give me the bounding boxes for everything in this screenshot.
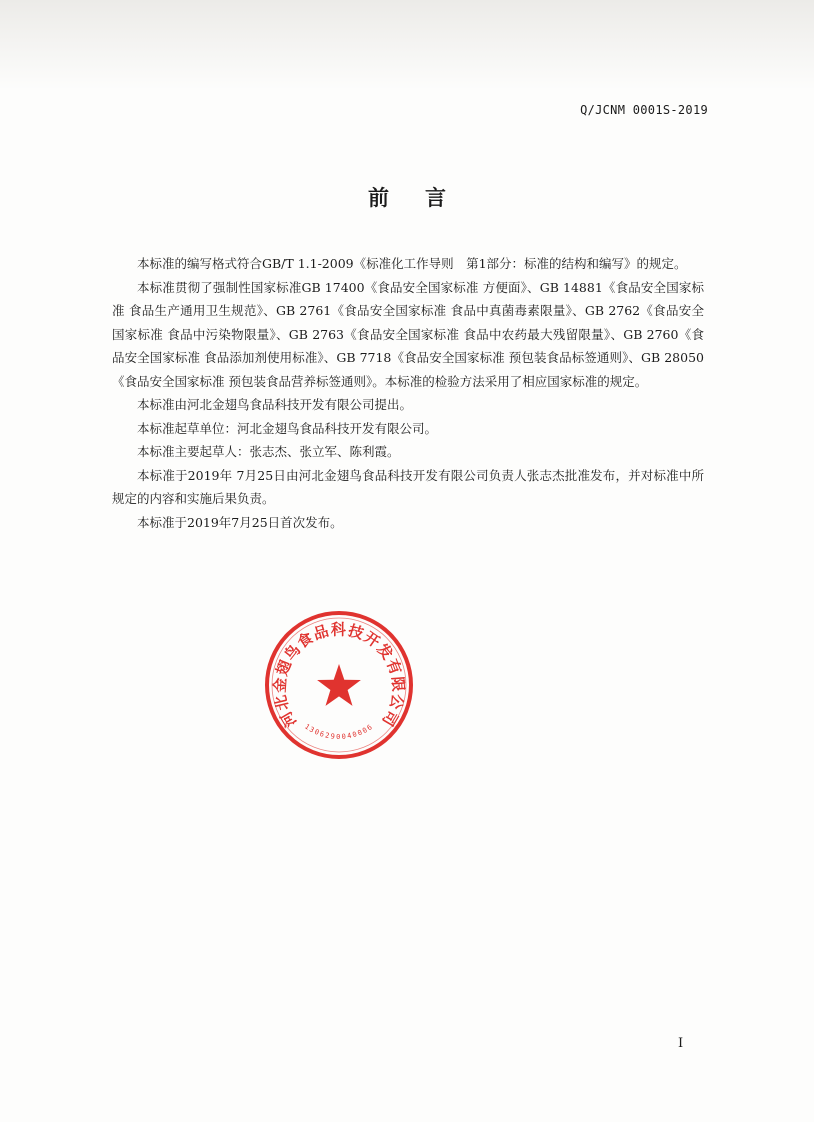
seal-number-text: 1306290040006 [303, 722, 375, 741]
star-icon [317, 664, 361, 706]
foreword-body [112, 252, 704, 534]
seal-company-text: 河北金翅鸟食品科技开发有限公司 [270, 620, 408, 731]
page-title: 前言 [368, 186, 482, 210]
paragraph-drafters: 本标准主要起草人：张志杰、张立军、陈利霞。 [137, 444, 400, 459]
standard-code: Q/JCNM 0001S-2019 [580, 103, 708, 117]
paragraph-standards: 本标准贯彻了强制性国家标准GB 17400《食品安全国家标准 方便面》、GB 14881《食品安全国家标准 食品生产通用卫生规范》、GB 2761《食品安全国家标准 食品中真菌毒素限量》、GB 2762《食品安全国家标准 食品中污染物限量》、GB 2763《食品安全国家标准 食品中农药最大残留限量》、GB 2760《食品安全国家标准 食品添加剂使用标准》、GB 7718《食品安全国家标准 预包装食品标签通则》、GB 28050《食品安全国家标准 预包装食品营养标签通则》。本标准的检验方法采用了相应国家标准的规定。 [112, 279, 704, 389]
paragraph-drafting-unit: 本标准起草单位：河北金翅鸟食品科技开发有限公司。 [137, 420, 438, 436]
page-number: I [678, 1036, 684, 1051]
paragraph-first-release: 本标准于2019年7月25日首次发布。 [137, 514, 343, 530]
paragraph-format: 本标准的编写格式符合GB/T 1.1-2009《标准化工作导则 第1部分：标准的结构和编写》的规定。 [137, 256, 687, 271]
paragraph-proposer: 本标准由河北金翅鸟食品科技开发有限公司提出。 [137, 397, 413, 412]
company-seal [263, 609, 415, 761]
paragraph-approval: 本标准于2019年 7月25日由河北金翅鸟食品科技开发有限公司负责人张志杰批准发布，并对标准中所规定的内容和实施后果负责。 [112, 467, 704, 506]
scan-shadow [0, 0, 814, 90]
